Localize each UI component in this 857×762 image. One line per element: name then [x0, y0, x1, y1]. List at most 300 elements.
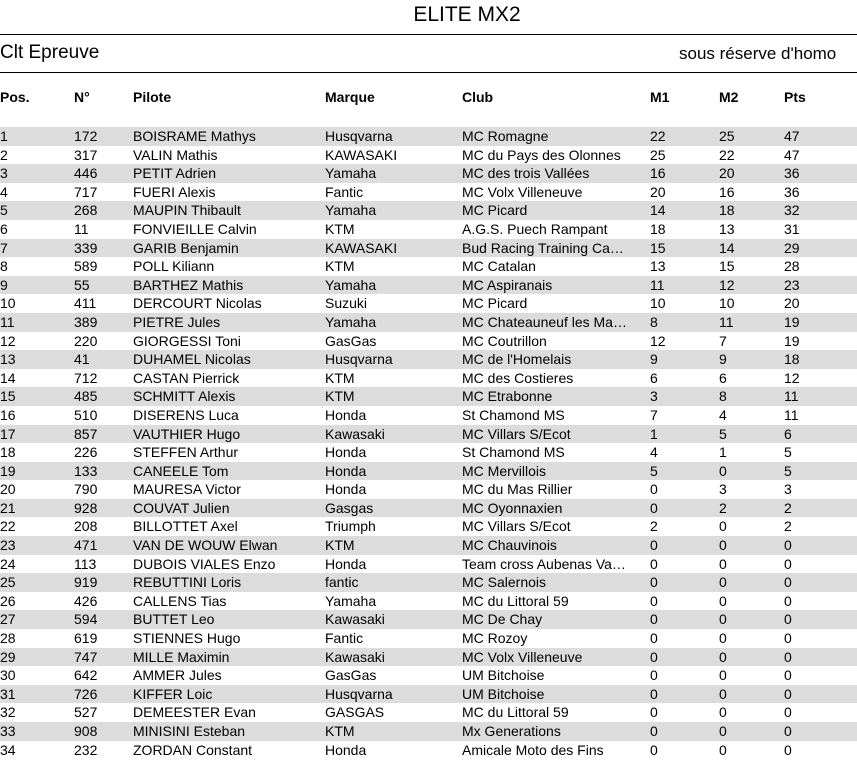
row-club: St Chamond MS — [462, 444, 565, 461]
row-number: 790 — [74, 481, 98, 498]
row-pilote: REBUTTINI Loris — [133, 574, 242, 591]
row-m2: 0 — [719, 704, 727, 721]
row-m1: 11 — [650, 276, 665, 293]
row-pos: 22 — [0, 518, 16, 535]
row-club: MC Chauvinois — [462, 537, 557, 554]
row-number: 619 — [74, 630, 98, 647]
row-pos: 30 — [0, 667, 16, 684]
homologation-note: sous réserve d'homo — [679, 44, 837, 63]
row-points: 0 — [784, 574, 792, 591]
header-m1: M1 — [650, 89, 670, 105]
row-pilote: DERCOURT Nicolas — [133, 295, 262, 312]
row-m1: 13 — [650, 258, 666, 275]
row-pilote: KIFFER Loic — [133, 685, 213, 702]
row-m2: 7 — [719, 332, 727, 349]
table-row — [0, 406, 857, 425]
row-number: 717 — [74, 183, 98, 200]
row-club: MC du Littoral 59 — [462, 592, 569, 609]
row-m2: 20 — [719, 165, 735, 182]
table-row — [0, 722, 857, 741]
row-m1: 18 — [650, 220, 666, 237]
row-club: MC Picard — [462, 202, 528, 219]
row-club: Amicale Moto des Fins — [462, 741, 604, 758]
row-marque: fantic — [325, 574, 359, 591]
row-club: MC Mervillois — [462, 462, 546, 479]
row-points: 11 — [784, 406, 799, 423]
row-pilote: FONVIEILLE Calvin — [133, 220, 257, 237]
table-row — [0, 127, 857, 146]
row-m1: 0 — [650, 704, 658, 721]
table-row — [0, 703, 857, 722]
row-marque: GasGas — [325, 332, 377, 349]
row-marque: Honda — [325, 555, 367, 572]
table-row — [0, 313, 857, 332]
row-pilote: DISERENS Luca — [133, 406, 239, 423]
row-marque: KAWASAKI — [325, 239, 398, 256]
table-row — [0, 480, 857, 499]
row-m2: 0 — [719, 648, 727, 665]
row-pos: 24 — [0, 555, 16, 572]
row-marque: Honda — [325, 462, 367, 479]
row-m1: 0 — [650, 667, 658, 684]
row-m1: 0 — [650, 537, 658, 554]
table-row — [0, 350, 857, 369]
row-m2: 14 — [719, 239, 735, 256]
row-m1: 2 — [650, 518, 658, 535]
row-points: 12 — [784, 369, 800, 386]
row-points: 18 — [784, 351, 800, 368]
row-m2: 12 — [719, 276, 735, 293]
table-row — [0, 555, 857, 574]
row-m2: 0 — [719, 685, 727, 702]
row-pos: 14 — [0, 369, 16, 386]
row-number: 527 — [74, 704, 98, 721]
row-marque: Fantic — [325, 183, 364, 200]
row-number: 411 — [74, 295, 97, 312]
row-m2: 0 — [719, 723, 727, 739]
row-pos: 16 — [0, 406, 16, 423]
row-number: 857 — [74, 425, 98, 442]
row-m2: 0 — [719, 630, 727, 647]
row-m1: 0 — [650, 630, 658, 647]
row-m2: 0 — [719, 741, 727, 758]
table-row — [0, 164, 857, 183]
row-points: 0 — [784, 537, 792, 554]
table-row — [0, 369, 857, 388]
row-club: UM Bitchoise — [462, 667, 545, 684]
row-pos: 27 — [0, 611, 16, 628]
row-points: 19 — [784, 332, 800, 349]
row-points: 0 — [784, 741, 792, 758]
row-number: 268 — [74, 202, 98, 219]
table-row — [0, 425, 857, 444]
row-m2: 0 — [719, 611, 727, 628]
row-m2: 1 — [719, 444, 727, 461]
row-pos: 12 — [0, 332, 16, 349]
row-m2: 0 — [719, 574, 727, 591]
row-m1: 0 — [650, 592, 658, 609]
row-marque: KTM — [325, 723, 355, 739]
row-m1: 0 — [650, 555, 658, 572]
row-club: St Chamond MS — [462, 406, 565, 423]
row-points: 5 — [784, 444, 792, 461]
row-pos: 20 — [0, 481, 16, 498]
row-pilote: CANEELE Tom — [133, 462, 229, 479]
table-row — [0, 146, 857, 165]
row-pos: 28 — [0, 630, 16, 647]
row-points: 0 — [784, 685, 792, 702]
row-points: 0 — [784, 648, 792, 665]
row-points: 31 — [784, 220, 800, 237]
row-club: MC Salernois — [462, 574, 547, 591]
row-number: 389 — [74, 313, 98, 330]
row-pilote: BUTTET Leo — [133, 611, 215, 628]
row-points: 29 — [784, 239, 800, 256]
row-marque: KTM — [325, 388, 355, 405]
row-pos: 19 — [0, 462, 16, 479]
row-number: 510 — [74, 406, 98, 423]
row-pos: 4 — [0, 183, 8, 200]
row-number: 485 — [74, 388, 98, 405]
row-club: MC Volx Villeneuve — [462, 183, 583, 200]
row-number: 133 — [74, 462, 98, 479]
row-pilote: CASTAN Pierrick — [133, 369, 240, 386]
ranking-type-label: Clt Epreuve — [0, 42, 100, 63]
row-club: MC Oyonnaxien — [462, 499, 563, 516]
row-club: MC Etrabonne — [462, 388, 553, 405]
row-points: 6 — [784, 425, 792, 442]
row-m1: 0 — [650, 574, 658, 591]
row-marque: Suzuki — [325, 295, 368, 312]
row-marque: Honda — [325, 406, 367, 423]
row-m2: 8 — [719, 388, 727, 405]
row-pos: 17 — [0, 425, 16, 442]
row-m1: 5 — [650, 462, 658, 479]
row-number: 747 — [74, 648, 98, 665]
row-number: 232 — [74, 741, 98, 758]
row-pos: 32 — [0, 704, 16, 721]
row-pilote: FUERI Alexis — [133, 183, 216, 200]
row-points: 19 — [784, 313, 800, 330]
row-club: MC Chateauneuf les Ma… — [462, 313, 627, 330]
row-points: 20 — [784, 295, 800, 312]
row-number: 317 — [74, 146, 98, 163]
row-pilote: ZORDAN Constant — [133, 741, 253, 758]
row-m2: 16 — [719, 183, 735, 200]
row-points: 47 — [784, 146, 800, 163]
row-m1: 0 — [650, 685, 658, 702]
row-pilote: SCHMITT Alexis — [133, 388, 236, 405]
results-table-body — [0, 127, 857, 759]
row-pos: 26 — [0, 592, 16, 609]
row-m1: 0 — [650, 499, 658, 516]
header-points: Pts — [784, 89, 806, 105]
row-points: 0 — [784, 611, 792, 628]
row-pos: 3 — [0, 165, 8, 182]
row-number: 712 — [74, 369, 98, 386]
table-row — [0, 387, 857, 406]
row-points: 2 — [784, 499, 792, 516]
row-club: MC Aspiranais — [462, 276, 553, 293]
row-pilote: POLL Kiliann — [133, 258, 215, 275]
header-pos: Pos. — [0, 89, 30, 105]
row-marque: KAWASAKI — [325, 146, 398, 163]
row-m2: 11 — [719, 313, 734, 330]
row-number: 594 — [74, 611, 98, 628]
row-number: 928 — [74, 499, 98, 516]
row-m1: 0 — [650, 648, 658, 665]
row-pilote: AMMER Jules — [133, 667, 222, 684]
row-marque: Triumph — [325, 518, 376, 535]
row-club: MC Coutrillon — [462, 332, 547, 349]
row-points: 0 — [784, 704, 792, 721]
row-m1: 10 — [650, 295, 666, 312]
table-row — [0, 257, 857, 276]
header-m2: M2 — [719, 89, 739, 105]
row-marque: Husqvarna — [325, 128, 393, 144]
row-marque: Fantic — [325, 630, 364, 647]
row-m2: 22 — [719, 146, 735, 163]
row-points: 36 — [784, 183, 800, 200]
row-points: 0 — [784, 555, 792, 572]
table-row — [0, 685, 857, 704]
row-points: 47 — [784, 128, 800, 144]
table-row — [0, 517, 857, 536]
row-pos: 15 — [0, 388, 16, 405]
row-marque: KTM — [325, 537, 355, 554]
row-number: 908 — [74, 723, 98, 739]
row-pilote: GIORGESSI Toni — [133, 332, 241, 349]
row-pilote: DUBOIS VIALES Enzo — [133, 555, 276, 572]
table-row — [0, 629, 857, 648]
row-m1: 15 — [650, 239, 666, 256]
row-marque: Honda — [325, 481, 367, 498]
row-number: 226 — [74, 444, 98, 461]
row-club: MC De Chay — [462, 611, 543, 628]
row-pilote: STIENNES Hugo — [133, 630, 241, 647]
row-m1: 12 — [650, 332, 666, 349]
table-row — [0, 183, 857, 202]
row-points: 0 — [784, 592, 792, 609]
row-number: 919 — [74, 574, 98, 591]
row-m2: 0 — [719, 537, 727, 554]
row-pilote: CALLENS Tias — [133, 592, 227, 609]
row-pos: 7 — [0, 239, 8, 256]
row-pilote: MAUPIN Thibault — [133, 202, 241, 219]
header-divider — [0, 72, 857, 73]
row-marque: Yamaha — [325, 313, 377, 330]
row-m1: 0 — [650, 611, 658, 628]
row-marque: KTM — [325, 220, 355, 237]
row-points: 32 — [784, 202, 800, 219]
row-m2: 0 — [719, 555, 727, 572]
table-row — [0, 462, 857, 481]
row-marque: Yamaha — [325, 276, 377, 293]
row-m2: 2 — [719, 499, 727, 516]
row-club: MC des trois Vallées — [462, 165, 590, 182]
row-m1: 0 — [650, 481, 658, 498]
row-number: 589 — [74, 258, 98, 275]
row-m1: 6 — [650, 369, 658, 386]
row-pilote: STEFFEN Arthur — [133, 444, 239, 461]
row-m2: 13 — [719, 220, 735, 237]
page-title: ELITE MX2 — [413, 3, 521, 26]
row-number: 55 — [74, 276, 90, 293]
row-pos: 33 — [0, 723, 16, 739]
row-marque: Honda — [325, 444, 367, 461]
row-pilote: VAN DE WOUW Elwan — [133, 537, 278, 554]
row-m2: 25 — [719, 128, 735, 144]
row-club: MC Villars S/Ecot — [462, 518, 571, 535]
row-pilote: BARTHEZ Mathis — [133, 276, 244, 293]
row-m2: 4 — [719, 406, 727, 423]
table-header — [0, 89, 857, 109]
table-row — [0, 741, 857, 760]
row-pilote: DUHAMEL Nicolas — [133, 351, 251, 368]
row-number: 471 — [74, 537, 98, 554]
row-marque: Yamaha — [325, 202, 377, 219]
row-marque: Kawasaki — [325, 611, 385, 628]
row-m1: 20 — [650, 183, 666, 200]
row-club: MC Picard — [462, 295, 528, 312]
row-marque: KTM — [325, 369, 355, 386]
row-number: 208 — [74, 518, 98, 535]
row-marque: Husqvarna — [325, 351, 393, 368]
row-m1: 9 — [650, 351, 658, 368]
row-pos: 11 — [0, 313, 15, 330]
row-pos: 21 — [0, 499, 16, 516]
row-points: 28 — [784, 258, 800, 275]
row-m2: 0 — [719, 462, 727, 479]
row-pos: 9 — [0, 276, 8, 293]
row-number: 339 — [74, 239, 98, 256]
row-marque: Gasgas — [325, 499, 374, 516]
row-club: MC du Pays des Olonnes — [462, 146, 621, 163]
row-points: 23 — [784, 276, 800, 293]
row-pilote: VAUTHIER Hugo — [133, 425, 241, 442]
row-points: 3 — [784, 481, 792, 498]
row-points: 11 — [784, 388, 799, 405]
row-m2: 5 — [719, 425, 727, 442]
row-points: 0 — [784, 723, 792, 739]
table-row — [0, 499, 857, 518]
row-number: 11 — [74, 220, 89, 237]
table-row — [0, 294, 857, 313]
table-row — [0, 610, 857, 629]
row-pilote: BILLOTTET Axel — [133, 518, 238, 535]
row-pos: 31 — [0, 685, 16, 702]
row-marque: Kawasaki — [325, 425, 385, 442]
row-m1: 22 — [650, 128, 666, 144]
table-row — [0, 220, 857, 239]
row-number: 426 — [74, 592, 98, 609]
row-pos: 18 — [0, 444, 16, 461]
row-pilote: VALIN Mathis — [133, 146, 218, 163]
row-pilote: PIETRE Jules — [133, 313, 221, 330]
table-row — [0, 239, 857, 258]
row-pos: 34 — [0, 741, 16, 758]
table-row — [0, 648, 857, 667]
row-number: 642 — [74, 667, 98, 684]
row-club: MC Catalan — [462, 258, 536, 275]
row-number: 172 — [74, 128, 98, 144]
row-points: 0 — [784, 667, 792, 684]
row-marque: GasGas — [325, 667, 377, 684]
row-m1: 3 — [650, 388, 658, 405]
row-m2: 0 — [719, 518, 727, 535]
row-m1: 25 — [650, 146, 666, 163]
row-m2: 9 — [719, 351, 727, 368]
row-pos: 6 — [0, 220, 8, 237]
table-row — [0, 201, 857, 220]
row-pos: 10 — [0, 295, 16, 312]
row-m2: 15 — [719, 258, 735, 275]
row-m1: 14 — [650, 202, 666, 219]
table-row — [0, 443, 857, 462]
header-marque: Marque — [325, 89, 375, 105]
row-pos: 2 — [0, 146, 8, 163]
row-marque: Honda — [325, 741, 367, 758]
row-m2: 0 — [719, 592, 727, 609]
row-pilote: BOISRAME Mathys — [133, 128, 256, 144]
row-pos: 8 — [0, 258, 8, 275]
row-pilote: MAURESA Victor — [133, 481, 241, 498]
row-points: 0 — [784, 630, 792, 647]
row-pilote: MILLE Maximin — [133, 648, 230, 665]
row-pos: 1 — [0, 128, 8, 144]
row-number: 726 — [74, 685, 98, 702]
table-row — [0, 666, 857, 685]
row-pos: 13 — [0, 351, 16, 368]
row-club: Team cross Aubenas Va… — [462, 555, 626, 572]
row-marque: Yamaha — [325, 592, 377, 609]
row-number: 41 — [74, 351, 90, 368]
row-pilote: GARIB Benjamin — [133, 239, 239, 256]
row-m2: 18 — [719, 202, 735, 219]
row-pilote: DEMEESTER Evan — [133, 704, 256, 721]
row-club: MC du Littoral 59 — [462, 704, 569, 721]
row-pilote: MINISINI Esteban — [133, 723, 246, 739]
table-row — [0, 536, 857, 555]
row-m1: 16 — [650, 165, 666, 182]
row-club: MC de l'Homelais — [462, 351, 572, 368]
row-m1: 0 — [650, 723, 658, 739]
table-row — [0, 276, 857, 295]
row-club: MC des Costieres — [462, 369, 574, 386]
row-club: MC du Mas Rillier — [462, 481, 573, 498]
row-m2: 3 — [719, 481, 727, 498]
row-m1: 0 — [650, 741, 658, 758]
row-club: Bud Racing Training Ca… — [462, 239, 624, 256]
row-m1: 1 — [650, 425, 658, 442]
row-club: UM Bitchoise — [462, 685, 545, 702]
header-number: N° — [74, 89, 90, 105]
row-pos: 29 — [0, 648, 16, 665]
row-m1: 4 — [650, 444, 658, 461]
row-club: MC Rozoy — [462, 630, 528, 647]
row-marque: Yamaha — [325, 165, 377, 182]
row-marque: KTM — [325, 258, 355, 275]
row-points: 36 — [784, 165, 800, 182]
header-pilote: Pilote — [133, 89, 172, 105]
row-number: 446 — [74, 165, 98, 182]
row-pos: 23 — [0, 537, 16, 554]
row-club: A.G.S. Puech Rampant — [462, 220, 608, 237]
row-number: 220 — [74, 332, 98, 349]
row-marque: GASGAS — [325, 704, 385, 721]
row-club: MC Villars S/Ecot — [462, 425, 571, 442]
row-club: MC Volx Villeneuve — [462, 648, 583, 665]
